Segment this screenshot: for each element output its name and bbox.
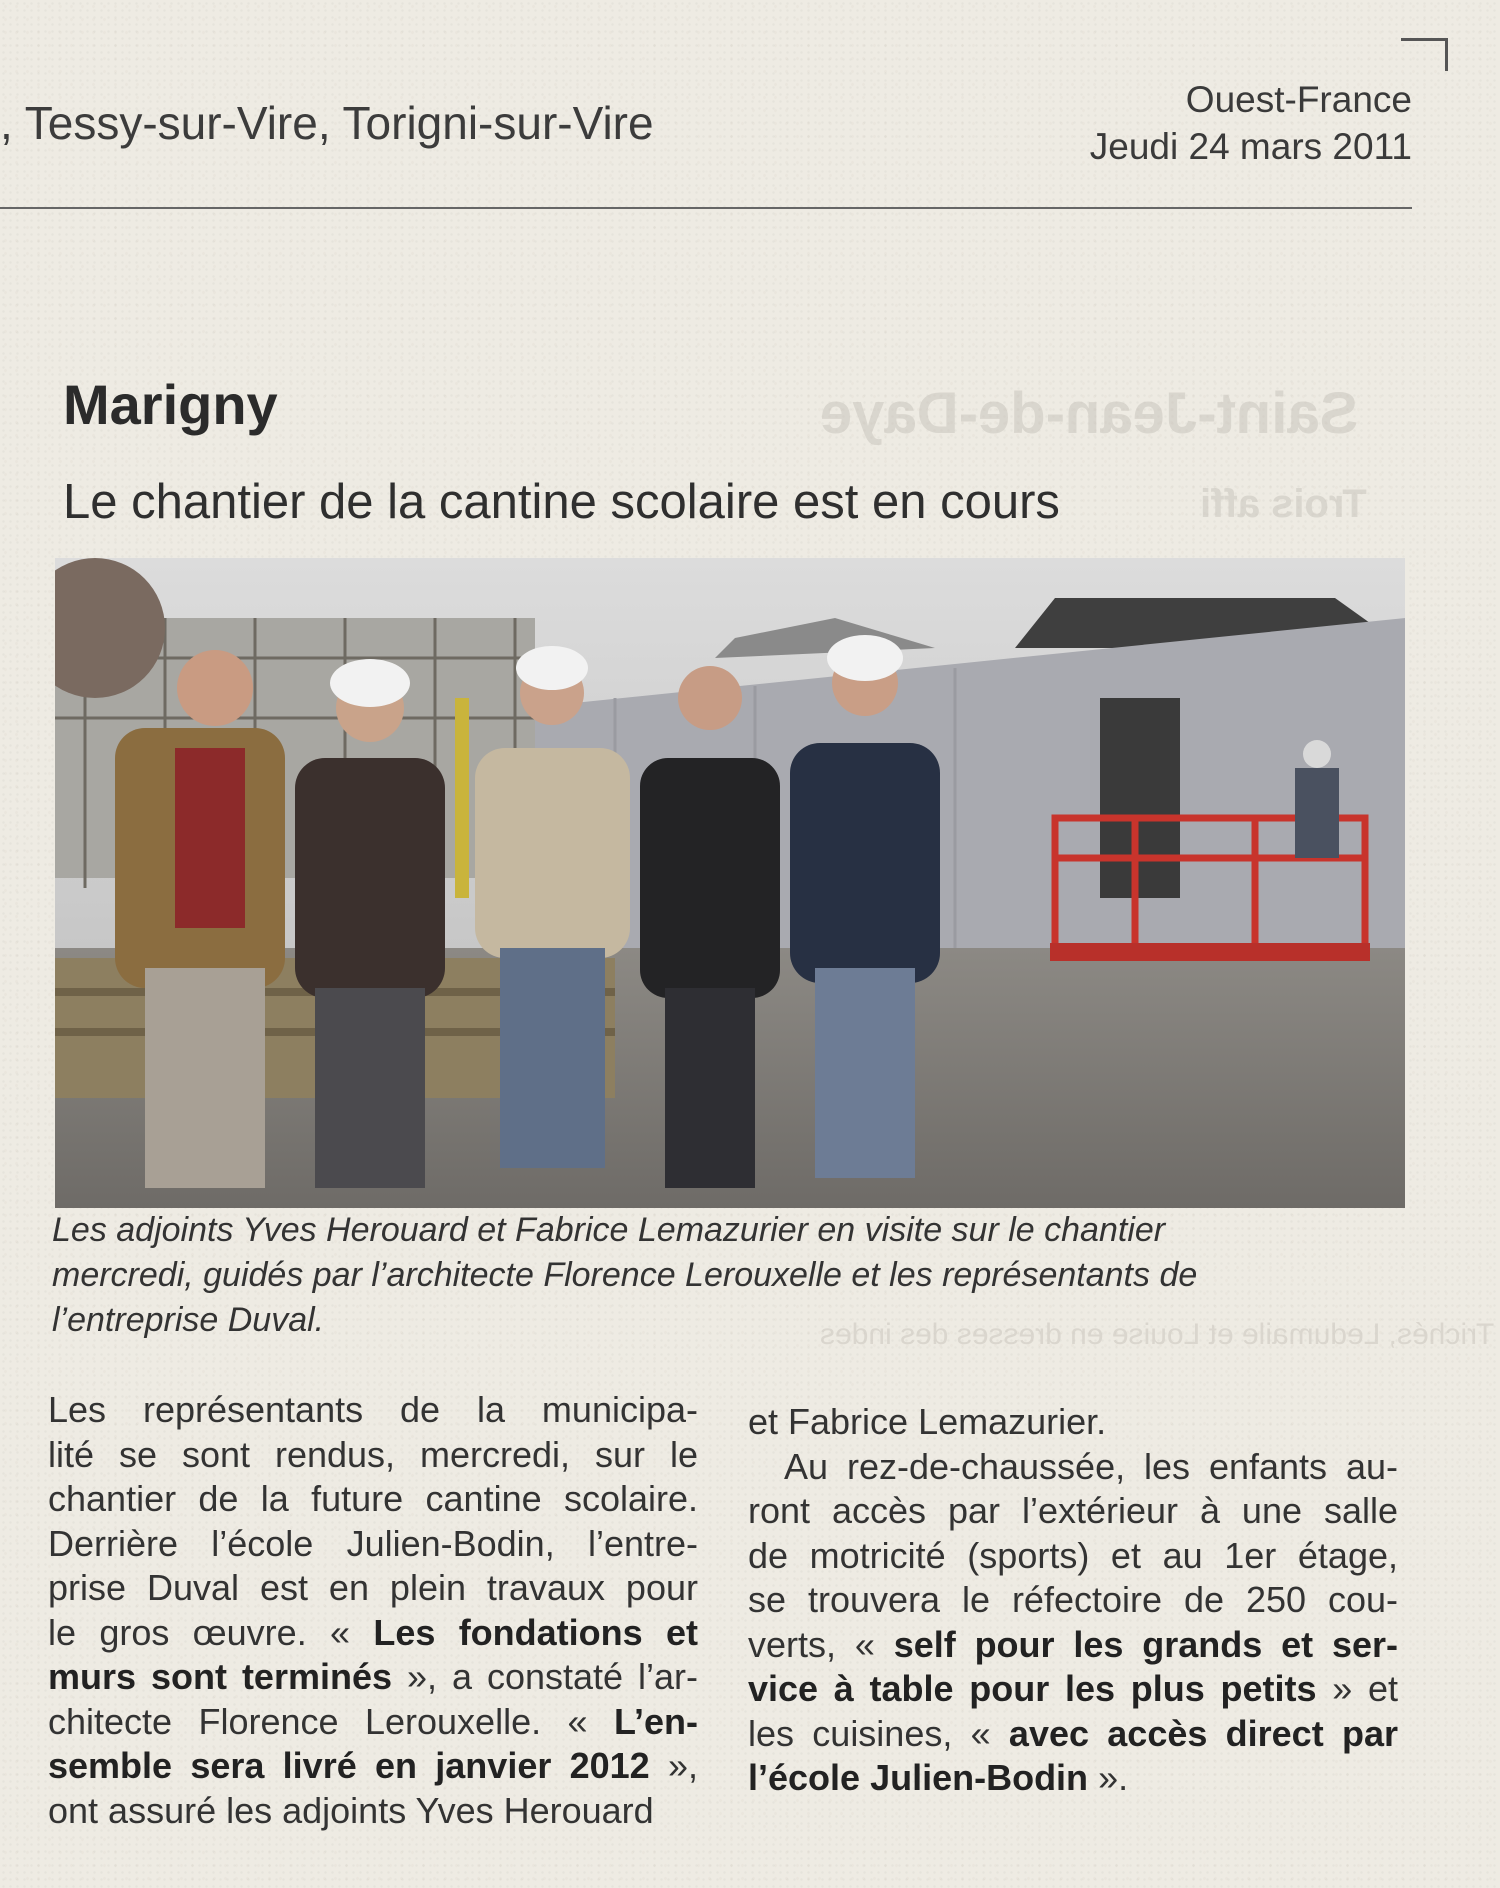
body-line: vice à table pour les plus petits » et bbox=[748, 1668, 1398, 1709]
body-line: ront accès par l’extérieur à une salle bbox=[748, 1490, 1398, 1531]
caption-line: Les adjoints Yves Herouard et Fabrice Lemazurier en visite sur le chantier bbox=[52, 1211, 1166, 1249]
bleed-through-subheading: Trois affi bbox=[1200, 482, 1367, 526]
construction-site-photo bbox=[55, 558, 1405, 1208]
header-meta bbox=[1090, 76, 1412, 170]
body-line: lité se sont rendus, mercredi, sur le bbox=[48, 1433, 698, 1475]
article-body-right-column bbox=[748, 1400, 1398, 1801]
body-line: murs sont terminés », a constaté l’ar- bbox=[48, 1656, 698, 1697]
article-headline: Le chantier de la cantine scolaire est en cours bbox=[63, 475, 1060, 529]
body-line: prise Duval est en plein travaux pour bbox=[48, 1567, 698, 1608]
article-photo bbox=[55, 558, 1405, 1208]
quote-bold: semble sera livré en janvier 2012 bbox=[48, 1745, 650, 1786]
bleed-through-heading: Saint-Jean-de-Daye bbox=[820, 381, 1359, 446]
body-line: Les représentants de la municipa- bbox=[48, 1389, 698, 1430]
body-line: le gros œuvre. « Les fondations et bbox=[48, 1611, 698, 1653]
body-line: les cuisines, « avec accès direct par bbox=[748, 1712, 1398, 1754]
caption-line: l’entreprise Duval. bbox=[52, 1301, 325, 1339]
article-body-left-column bbox=[48, 1388, 698, 1833]
body-line: l’école Julien-Bodin ». bbox=[748, 1757, 1129, 1798]
body-line: Derrière l’école Julien-Bodin, l’entre- bbox=[48, 1522, 698, 1564]
body-line: ont assuré les adjoints Yves Herouard bbox=[48, 1789, 654, 1831]
crop-mark bbox=[1401, 38, 1448, 71]
quote-bold: murs sont terminés bbox=[48, 1656, 393, 1697]
header-place-names: , Tessy-sur-Vire, Torigni-sur-Vire bbox=[0, 97, 654, 149]
publication-date: Jeudi 24 mars 2011 bbox=[1089, 126, 1412, 167]
quote-bold: avec accès direct par bbox=[1008, 1712, 1398, 1754]
quote-bold: L’en- bbox=[613, 1700, 698, 1742]
body-line: semble sera livré en janvier 2012 », bbox=[48, 1745, 698, 1786]
body-line: chitecte Florence Lerouxelle. « L’en- bbox=[48, 1700, 698, 1742]
body-line: se trouvera le réfectoire de 250 cou- bbox=[748, 1579, 1398, 1620]
body-line: et Fabrice Lemazurier. bbox=[748, 1401, 1107, 1442]
quote-bold: l’école Julien-Bodin bbox=[748, 1757, 1089, 1798]
quote-bold: Les fondations et bbox=[373, 1611, 698, 1653]
body-line: Au rez-de-chaussée, les enfants au- bbox=[784, 1445, 1398, 1487]
section-title: Marigny bbox=[63, 373, 278, 436]
bleed-through-line: Trichés, Ledumaile et Louise en dresses des indes bbox=[820, 1318, 1495, 1351]
quote-bold: self pour les grands et ser- bbox=[893, 1623, 1398, 1665]
body-line: chantier de la future cantine scolaire. bbox=[48, 1478, 698, 1519]
quote-bold: vice à table pour les plus petits bbox=[748, 1668, 1317, 1709]
header-rule bbox=[0, 207, 1412, 209]
body-line: verts, « self pour les grands et ser- bbox=[748, 1623, 1398, 1665]
newspaper-name: Ouest-France bbox=[1185, 79, 1412, 120]
caption-line: mercredi, guidés par l’architecte Florence Lerouxelle et les représentants de bbox=[52, 1256, 1198, 1294]
body-line: de motricité (sports) et au 1er étage, bbox=[748, 1534, 1398, 1576]
